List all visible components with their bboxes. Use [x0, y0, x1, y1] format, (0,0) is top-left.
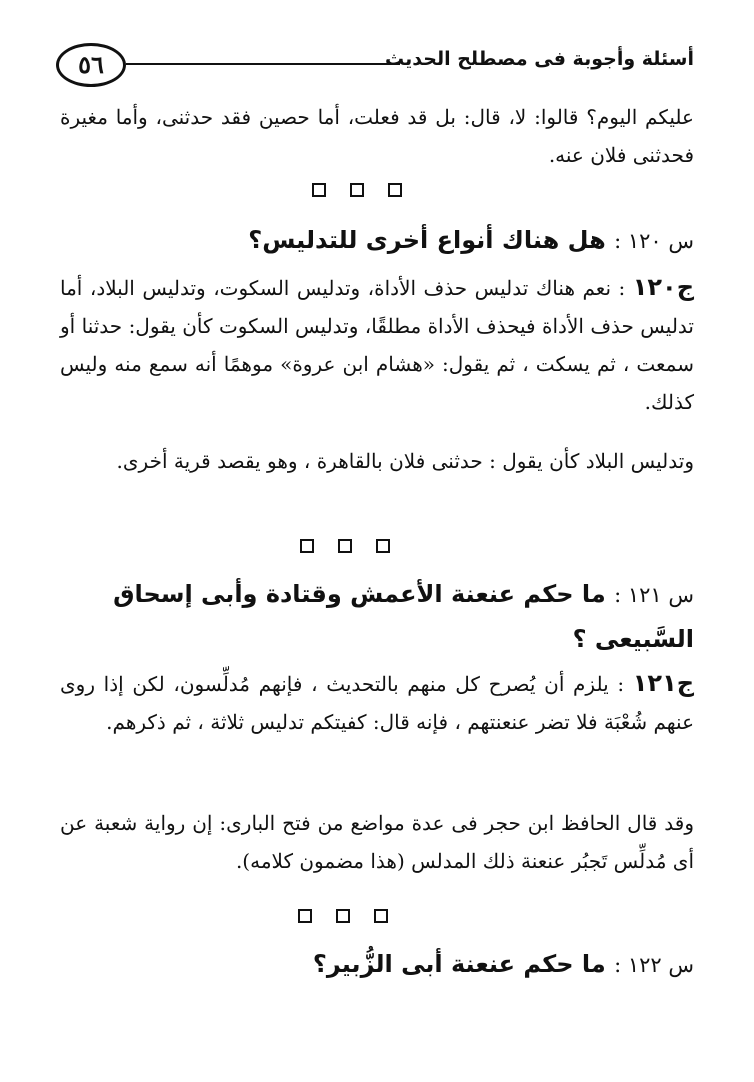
- square-ornament-icon: [338, 539, 352, 553]
- square-ornament-icon: [374, 909, 388, 923]
- section-divider: [298, 906, 388, 926]
- question-number: س ١٢٢ :: [614, 953, 694, 977]
- answer-paragraph: [60, 268, 694, 421]
- page-number-frame: [56, 43, 126, 87]
- square-ornament-icon: [388, 183, 402, 197]
- question-text: هل هناك أنواع أخرى للتدليس؟: [248, 226, 606, 254]
- question-heading: [60, 942, 694, 987]
- question-heading: [60, 218, 694, 263]
- square-ornament-icon: [312, 183, 326, 197]
- section-divider: [312, 180, 402, 200]
- paragraph-text: وتدليس البلاد كأن يقول : حدثنى فلان بالقاهرة ، وهو يقصد قرية أخرى.: [116, 449, 694, 473]
- paragraph-text: وقد قال الحافظ ابن حجر فى عدة مواضع من فتح البارى: إن رواية شعبة عن أى مُدلِّس تَجبُر عنعنة ذلك المدلس (هذا مضمون كلامه).: [60, 811, 694, 873]
- square-ornament-icon: [298, 909, 312, 923]
- question-number: س ١٢٠ :: [614, 229, 694, 253]
- question-text: ما حكم عنعنة الأعمش وقتادة وأبى إسحاق السَّبيعى ؟: [113, 580, 694, 653]
- page-number: ٥٦: [78, 50, 104, 79]
- square-ornament-icon: [350, 183, 364, 197]
- answer-text: : يلزم أن يُصرح كل منهم بالتحديث ، فإنهم مُدلِّسون، لكن إذا روى عنهم شُعْبَة فلا تضر عنعنتهم ، فإنه قال: كفيتكم تدليس ثلاثة ، ثم ذكرهم.: [60, 672, 694, 734]
- paragraph: [60, 804, 694, 880]
- paragraph-text: عليكم اليوم؟ قالوا: لا، قال: بل قد فعلت، أما حصين فقد حدثنى، وأما مغيرة فحدثنى فلان عنه.: [60, 105, 694, 167]
- square-ornament-icon: [336, 909, 350, 923]
- square-ornament-icon: [376, 539, 390, 553]
- answer-paragraph: [60, 664, 694, 741]
- square-ornament-icon: [300, 539, 314, 553]
- answer-body: [60, 664, 694, 741]
- running-title: أسئلة وأجوبة فى مصطلح الحديث: [385, 48, 694, 70]
- answer-text: : نعم هناك تدليس حذف الأداة، وتدليس السكوت، وتدليس البلاد، أما تدليس حذف الأداة فيحذف الأداة مطلقًا، وتدليس السكوت كأن يقول: حدثنا أو سمعت ، ثم يسكت ، ثم يقول: «هشام ابن عروة» موهمًا أنه سمع منه وليس كذلك.: [60, 276, 694, 414]
- paragraph: [60, 442, 694, 480]
- answer-label: ج١٢٠: [632, 273, 694, 301]
- answer-body: [60, 268, 694, 421]
- answer-label: ج١٢١: [632, 669, 695, 697]
- question-text: ما حكم عنعنة أبى الزُّبير؟: [312, 950, 606, 978]
- question-number: س ١٢١ :: [614, 583, 694, 607]
- page-header: [50, 38, 694, 88]
- header-rule: [126, 63, 400, 65]
- continuation-paragraph: [60, 98, 694, 174]
- question-heading: [60, 572, 694, 661]
- section-divider: [300, 536, 390, 556]
